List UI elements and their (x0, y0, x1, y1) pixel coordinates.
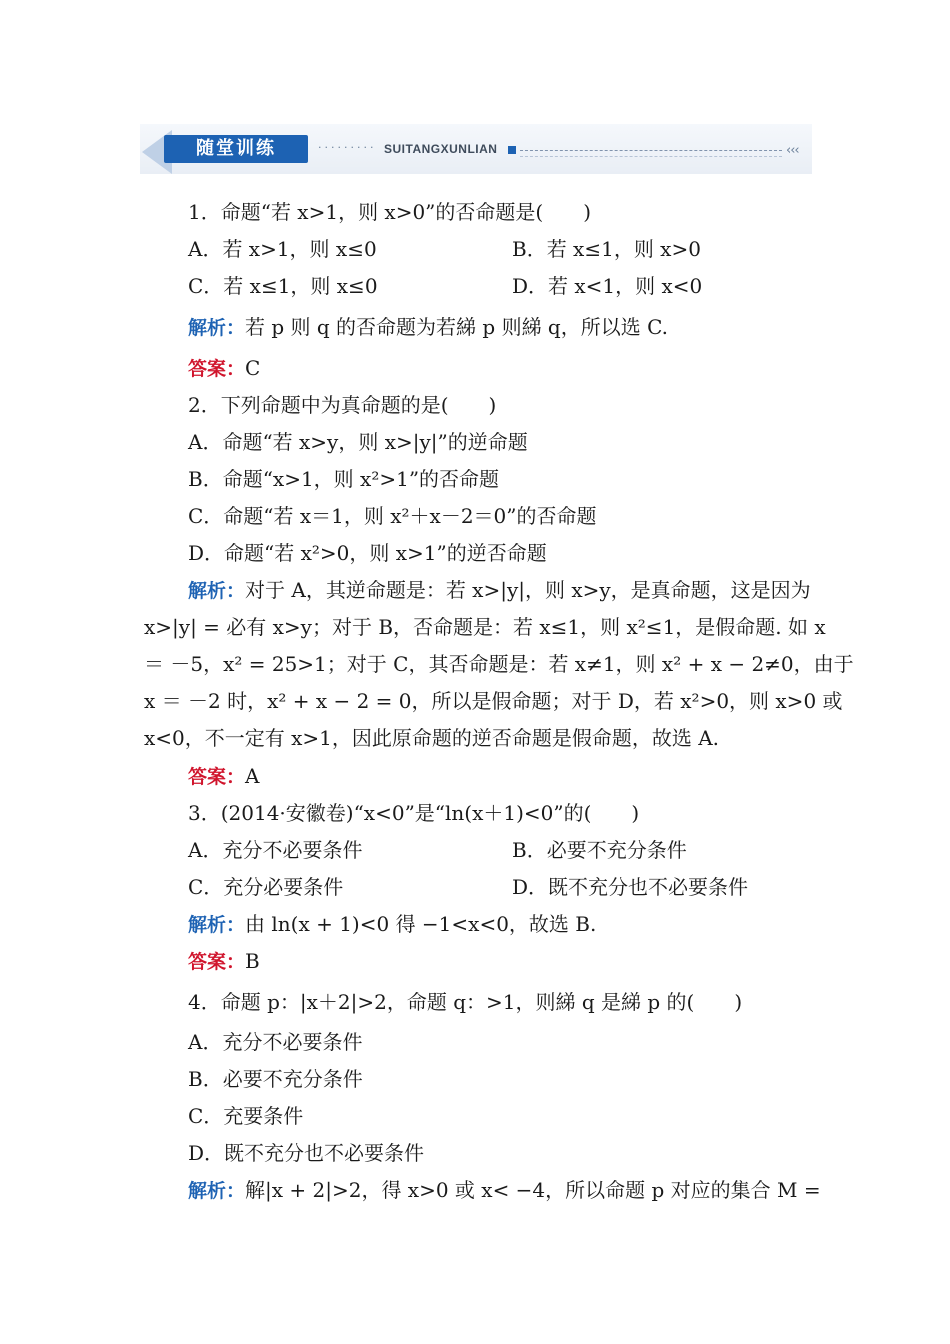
q1-option-d: D．若 x<1，则 x<0 (512, 274, 703, 298)
section-pinyin: SUITANGXUNLIAN (384, 142, 498, 156)
q1-analysis (188, 313, 668, 342)
q4-analysis-text: 解|x + 2|>2，得 x>0 或 x< −4，所以命题 p 对应的集合 M = (245, 1178, 821, 1202)
analysis-label: 解析： (188, 914, 246, 936)
q1-answer (188, 354, 260, 383)
q4-option-a: A．充分不必要条件 (188, 1030, 363, 1054)
answer-label: 答案： (188, 951, 246, 973)
q2-analysis-line-2: x>|y| = 必有 x>y；对于 B，否命题是：若 x≤1，则 x²≤1，是假命题. 如 x (144, 615, 826, 639)
q1-option-c: C．若 x≤1，则 x≤0 (188, 274, 378, 298)
q1-answer-value: C (245, 356, 261, 380)
q2-option-c: C．命题“若 x＝1，则 x²＋x－2＝0”的否命题 (188, 504, 597, 528)
section-title: 随堂训练 (164, 135, 308, 163)
q4-option-d: D．既不充分也不必要条件 (188, 1141, 425, 1165)
q3-answer (188, 947, 260, 976)
q2-stem: 2．下列命题中为真命题的是( ) (188, 393, 497, 417)
q2-analysis-line-5: x<0，不一定有 x>1，因此原命题的逆否命题是假命题，故选 A. (144, 726, 720, 750)
q3-option-c: C．充分必要条件 (188, 875, 344, 899)
q4-stem: 4．命题 p：|x＋2|>2，命题 q：>1，则綈 q 是綈 p 的( ) (188, 990, 743, 1014)
banner-arrows-icon: ‹‹‹ (786, 143, 799, 158)
answer-label: 答案： (188, 766, 246, 788)
q2-answer-value: A (245, 764, 260, 788)
q3-answer-value: B (245, 949, 260, 973)
banner-dots: ········· (318, 141, 377, 154)
q4-option-c: C．充要条件 (188, 1104, 304, 1128)
banner-square-decoration (508, 146, 516, 154)
q3-option-a: A．充分不必要条件 (188, 838, 363, 862)
q2-option-a: A．命题“若 x>y，则 x>|y|”的逆命题 (188, 430, 528, 454)
q3-analysis-text: 由 ln(x + 1)<0 得 −1<x<0，故选 B. (245, 912, 597, 936)
q2-analysis (188, 576, 811, 605)
analysis-label: 解析： (188, 580, 246, 602)
q3-analysis (188, 910, 596, 939)
q2-analysis-line-3: ＝ －5，x² = 25>1；对于 C，其否命题是：若 x≠1，则 x² + x − 2≠0，由于 (144, 652, 854, 676)
q2-option-b: B．命题“x>1，则 x²>1”的否命题 (188, 467, 500, 491)
q2-analysis-line-1: 对于 A，其逆命题是：若 x>|y|，则 x>y，是真命题，这是因为 (245, 578, 811, 602)
analysis-label: 解析： (188, 317, 246, 339)
q2-answer (188, 762, 259, 791)
answer-label: 答案： (188, 358, 246, 380)
section-banner (140, 124, 812, 174)
banner-dashed-line (520, 150, 782, 151)
analysis-label: 解析： (188, 1180, 246, 1202)
q1-option-a: A．若 x>1，则 x≤0 (188, 237, 377, 261)
q1-option-b: B．若 x≤1，则 x>0 (512, 237, 701, 261)
q2-analysis-line-4: x ＝ －2 时，x² + x − 2 = 0，所以是假命题；对于 D，若 x²>0，则 x>0 或 (144, 689, 843, 713)
q4-option-b: B．必要不充分条件 (188, 1067, 363, 1091)
q4-analysis (188, 1176, 821, 1205)
q3-stem: 3．(2014·安徽卷)“x<0”是“ln(x＋1)<0”的( ) (188, 801, 640, 825)
q1-stem: 1．命题“若 x>1，则 x>0”的否命题是( ) (188, 200, 592, 224)
q3-option-b: B．必要不充分条件 (512, 838, 687, 862)
q3-option-d: D．既不充分也不必要条件 (512, 875, 749, 899)
q2-option-d: D．命题“若 x²>0，则 x>1”的逆否命题 (188, 541, 547, 565)
banner-dashed-line-lower (520, 156, 782, 157)
q1-analysis-text: 若 p 则 q 的否命题为若綈 p 则綈 q，所以选 C. (245, 315, 669, 339)
